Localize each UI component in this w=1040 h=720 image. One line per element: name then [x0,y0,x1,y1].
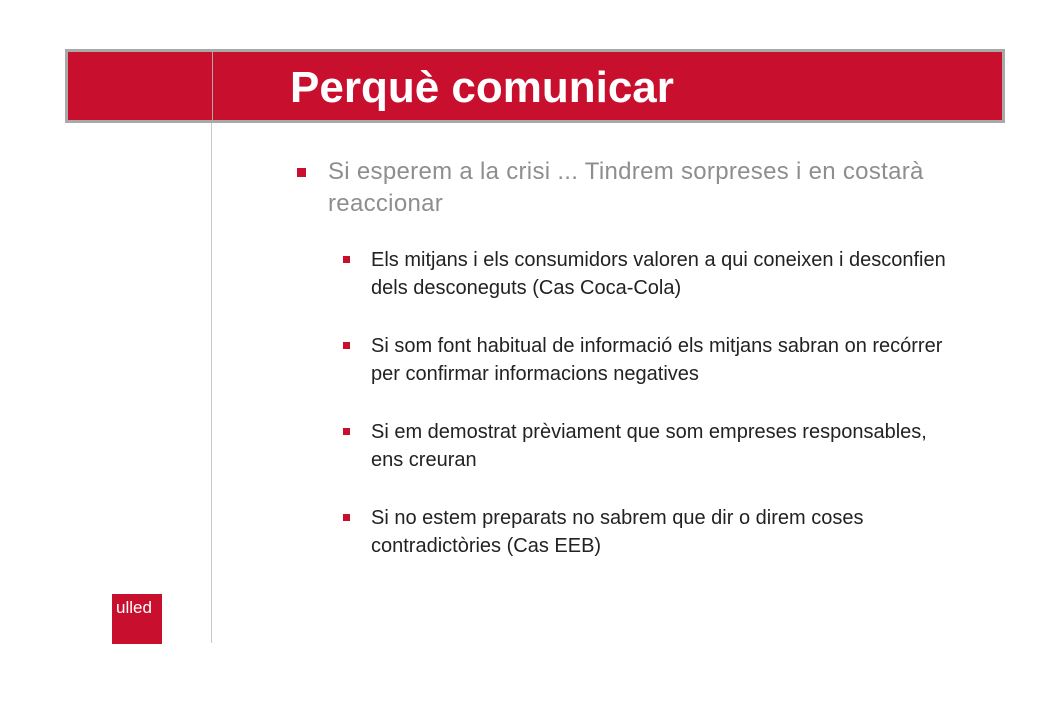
ulled-logo: ulled [112,594,162,644]
sub-point-text: Si som font habitual de informació els mitjans sabran on recórrer per confirmar informacions negatives [371,335,943,385]
sub-point-text: Els mitjans i els consumidors valoren a qui coneixen i desconfien dels desconeguts (Cas Coca-Cola) [371,249,946,299]
main-point-text: Si esperem a la crisi ... Tindrem sorpreses i en costarà reaccionar [328,158,924,217]
sub-point-text: Si em demostrat prèviament que som empreses responsables, ens creuran [371,421,927,471]
sub-point [341,504,960,560]
square-bullet-icon [343,514,350,521]
sub-point-text: Si no estem preparats no sabrem que dir o direm coses contradictòries (Cas EEB) [371,507,864,557]
sub-point [341,332,960,388]
vertical-divider [211,123,212,643]
square-bullet-icon [343,342,350,349]
sub-point [341,246,960,302]
sub-point-list [290,246,960,560]
square-bullet-icon [343,428,350,435]
slide-title: Perquè comunicar [290,63,674,112]
sub-point [341,418,960,474]
title-divider [212,52,213,120]
square-bullet-icon [297,168,306,177]
square-bullet-icon [343,256,350,263]
title-bar [65,49,1005,123]
main-point [290,156,960,220]
slide-content [290,156,960,560]
